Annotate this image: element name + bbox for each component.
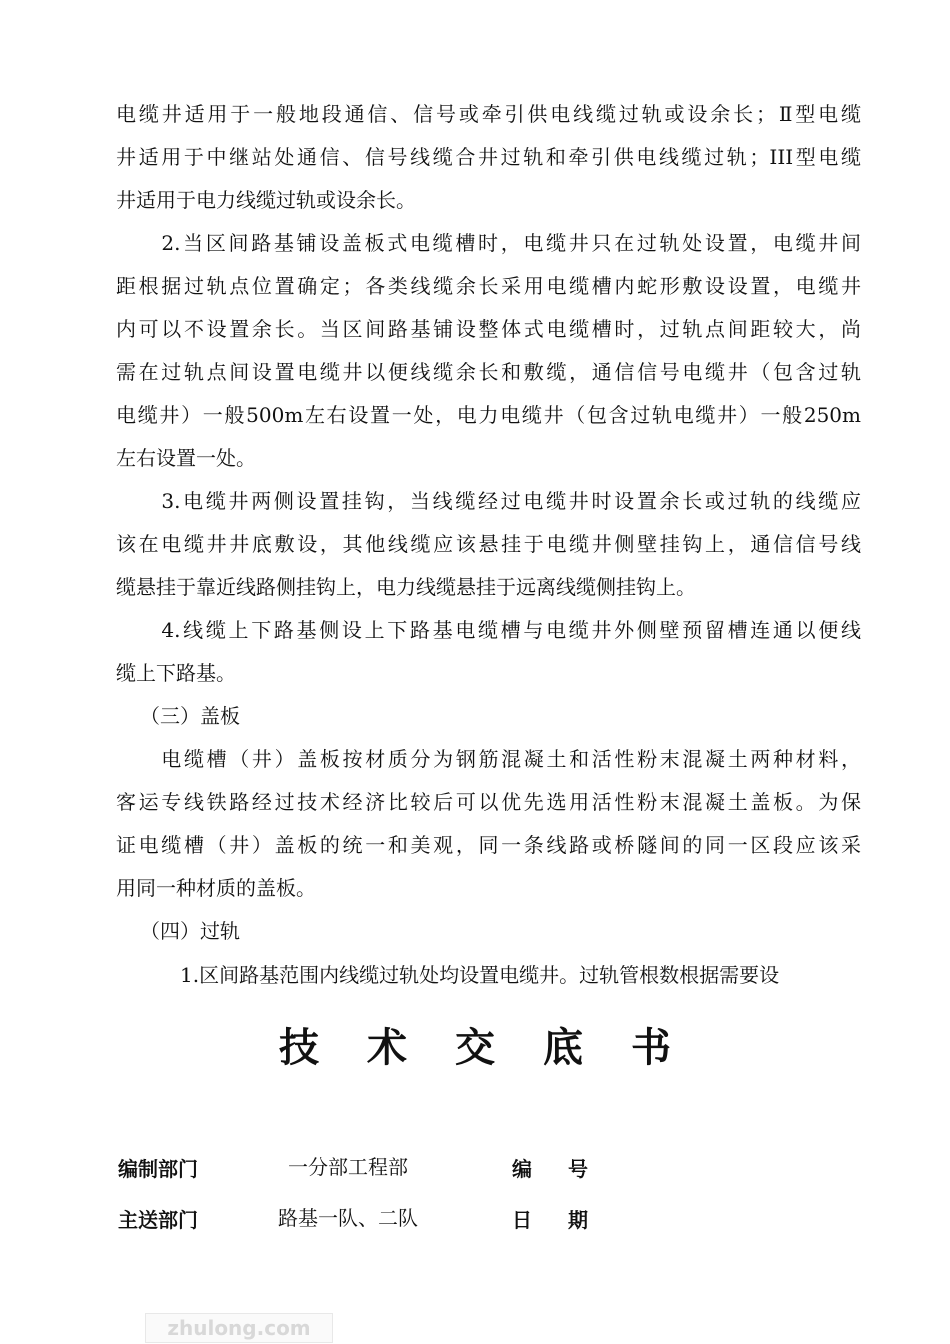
paragraph-line: 缆悬挂于靠近线路侧挂钩上，电力线缆悬挂于远离线缆侧挂钩上。 [116, 575, 696, 599]
paragraph-line: 3.电缆井两侧设置挂钩，当线缆经过电缆井时设置余长或过轨的线缆应 [116, 489, 861, 513]
date-label: 日期 [512, 1208, 624, 1232]
paragraph-line: 内可以不设置余长。当区间路基铺设整体式电缆槽时，过轨点间距较大，尚 [116, 317, 861, 341]
paragraph-line: 左右设置一处。 [116, 446, 256, 470]
section-heading: （四）过轨 [140, 919, 240, 943]
paragraph-line: 电缆井）一般500m左右设置一处，电力电缆井（包含过轨电缆井）一般250m [116, 403, 861, 427]
paragraph-line: 证电缆槽（井）盖板的统一和美观，同一条线路或桥隧间的同一区段应该采 [116, 833, 861, 857]
paragraph-line: 4.线缆上下路基侧设上下路基电缆槽与电缆井外侧壁预留槽连通以便线 [116, 618, 861, 642]
paragraph-line: 电缆槽（井）盖板按材质分为钢筋混凝土和活性粉末混凝土两种材料， [116, 747, 861, 771]
recipient-value: 路基一队、二队 [278, 1206, 418, 1230]
paragraph-line: 距根据过轨点位置确定；各类线缆余长采用电缆槽内蛇形敷设设置，电缆井 [116, 274, 861, 298]
dept-label: 编制部门 [118, 1157, 198, 1181]
paragraph-line: 1.区间路基范围内线缆过轨处均设置电缆井。过轨管根数根据需要设 [140, 963, 780, 987]
paragraph-line: 客运专线铁路经过技术经济比较后可以优先选用活性粉末混凝土盖板。为保 [116, 790, 861, 814]
paragraph-line: 井适用于中继站处通信、信号线缆合井过轨和牵引供电线缆过轨；III型电缆 [116, 145, 861, 169]
number-label: 编号 [512, 1157, 624, 1181]
watermark: zhulong.com [145, 1313, 333, 1343]
paragraph-line: 用同一种材质的盖板。 [116, 876, 316, 900]
paragraph-line: 电缆井适用于一般地段通信、信号或牵引供电线缆过轨或设余长；Ⅱ型电缆 [116, 102, 861, 126]
paragraph-line: 井适用于电力线缆过轨或设余长。 [116, 188, 416, 212]
section-heading: （三）盖板 [140, 704, 240, 728]
paragraph-line: 缆上下路基。 [116, 661, 236, 685]
paragraph-line: 该在电缆井井底敷设，其他线缆应该悬挂于电缆井侧壁挂钩上，通信信号线 [116, 532, 861, 556]
paragraph-line: 需在过轨点间设置电缆井以便线缆余长和敷缆，通信信号电缆井（包含过轨 [116, 360, 861, 384]
recipient-label: 主送部门 [118, 1208, 198, 1232]
paragraph-line: 2.当区间路基铺设盖板式电缆槽时，电缆井只在过轨处设置，电缆井间 [116, 231, 861, 255]
document-title: 技术交底书 [279, 1025, 719, 1071]
dept-value: 一分部工程部 [288, 1155, 408, 1179]
